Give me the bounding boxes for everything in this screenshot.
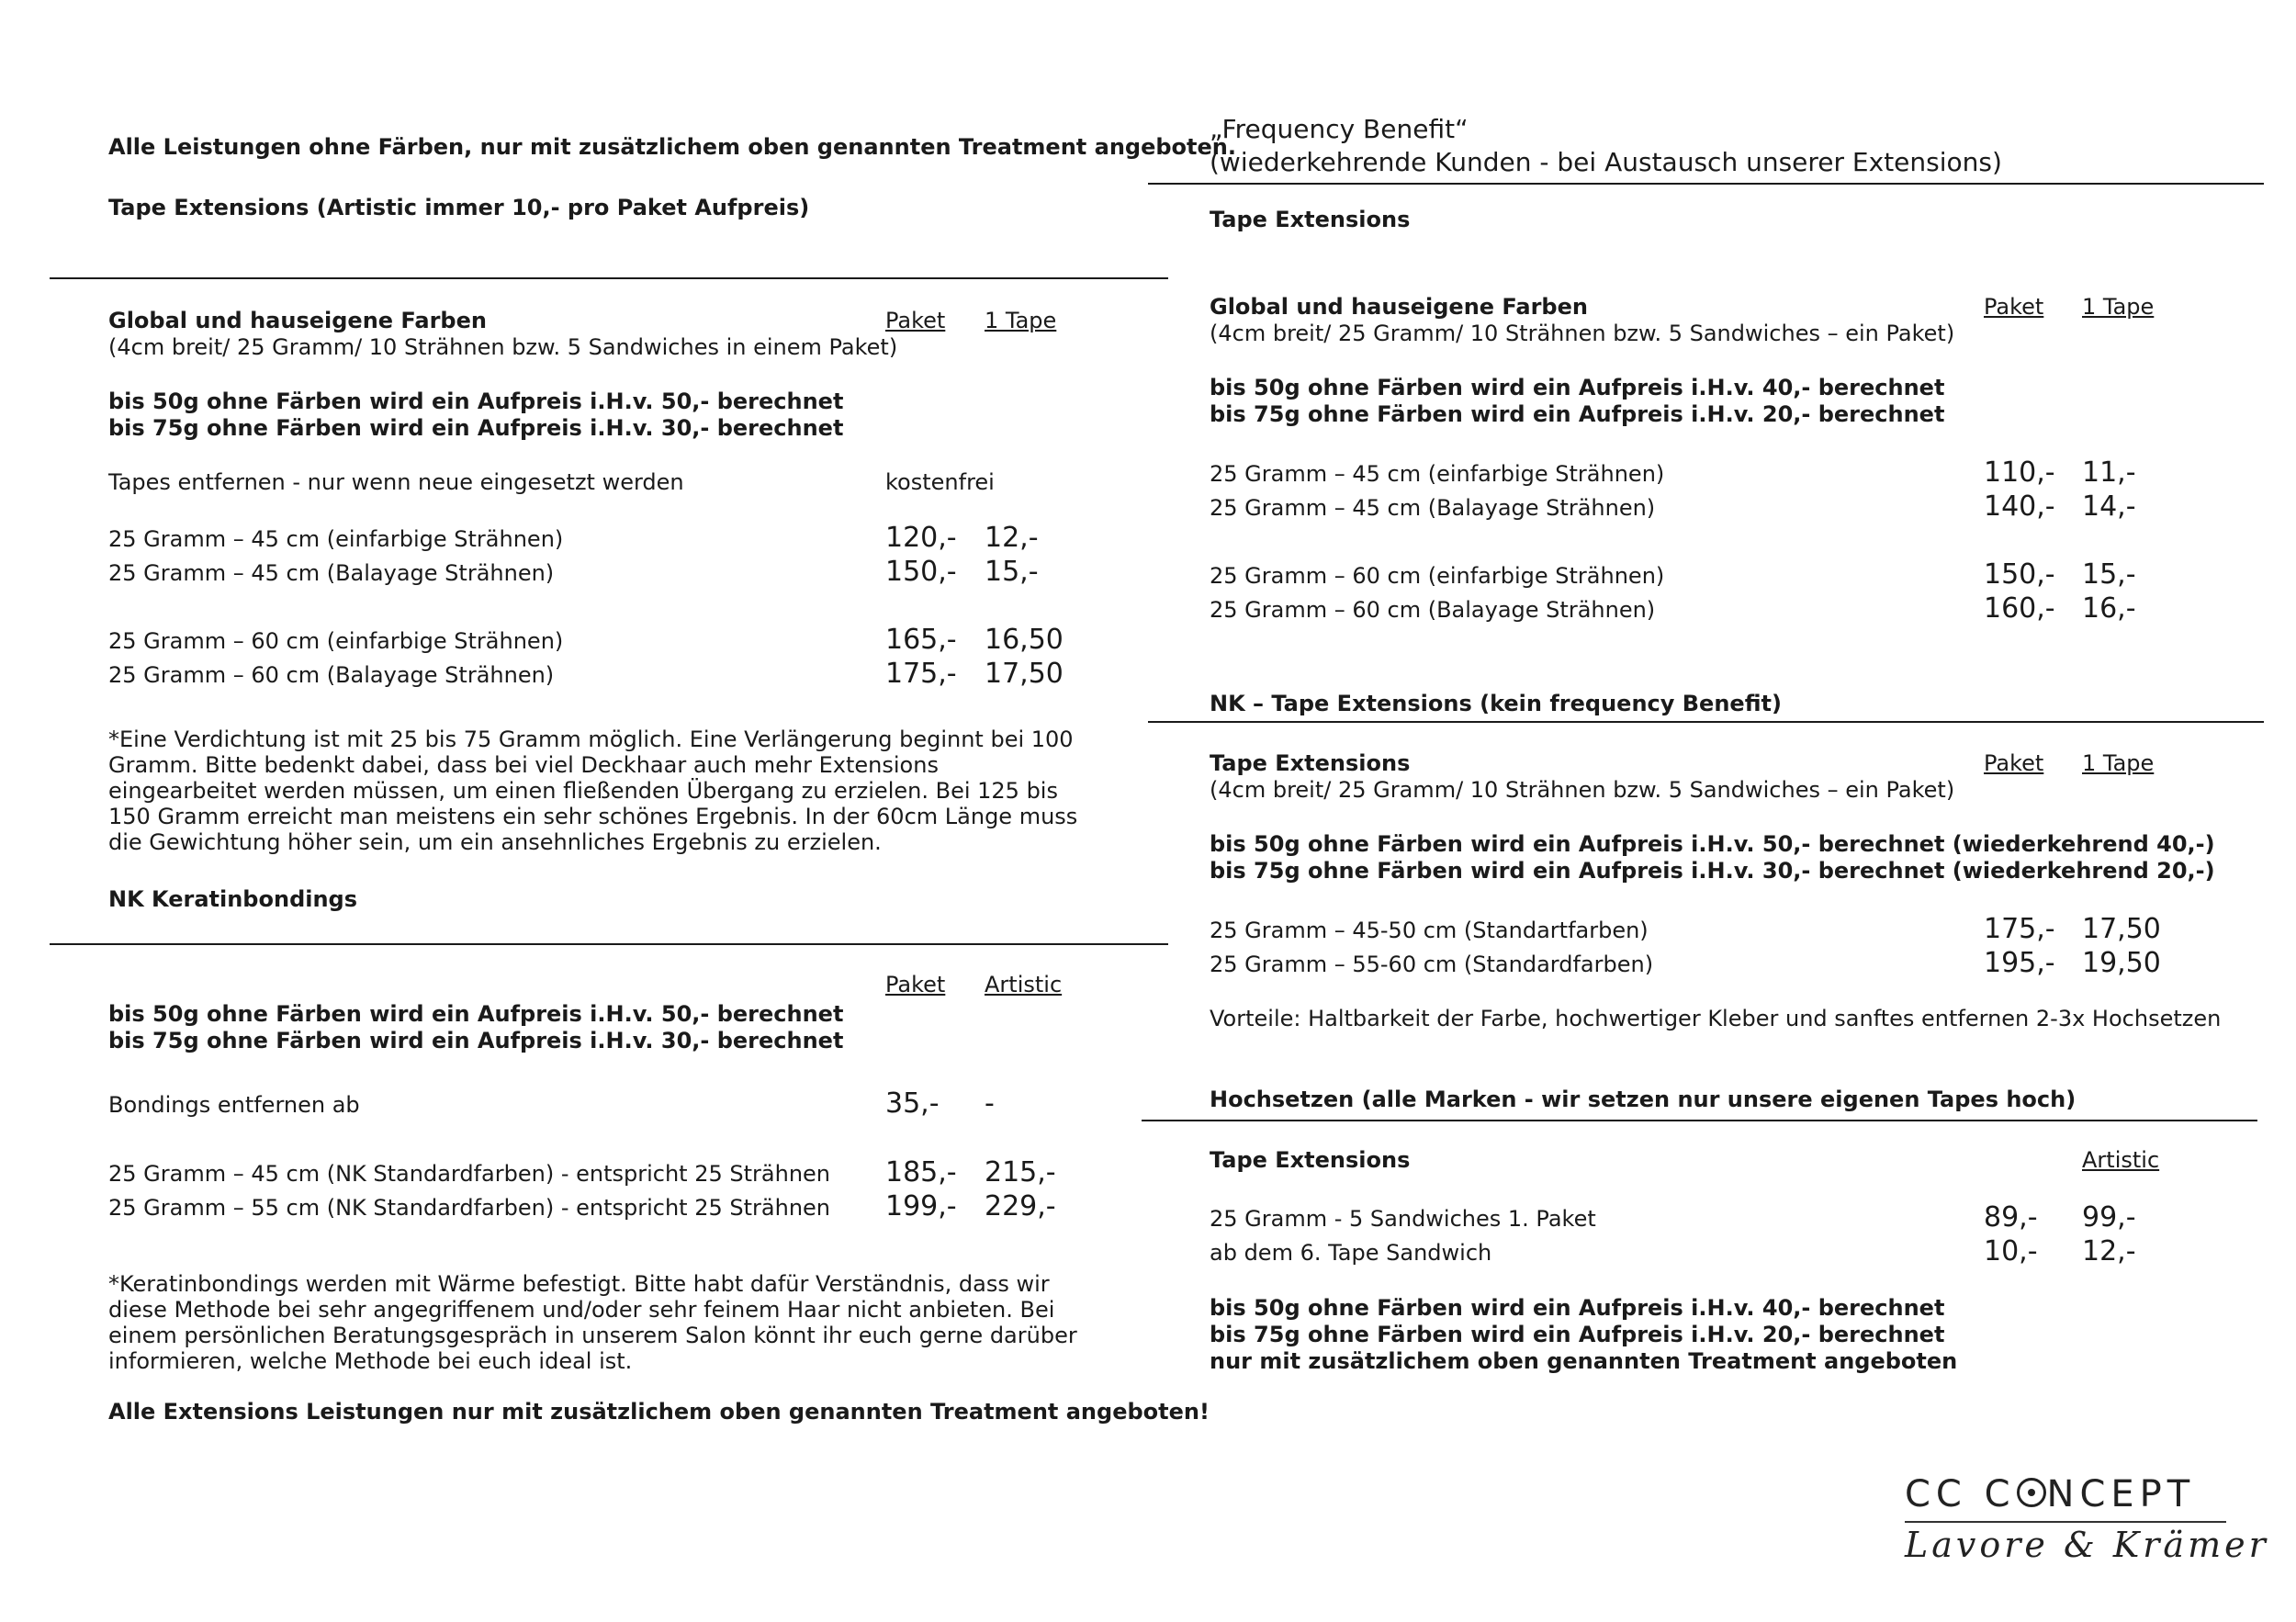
price-label: 25 Gramm – 60 cm (Balayage Strähnen) [108, 662, 555, 688]
divider [1142, 1120, 2257, 1121]
extensions-footer: Alle Extensions Leistungen nur mit zusätzlichem oben genannten Treatment angeboten! [108, 1399, 1210, 1425]
logo-text: CC C [1905, 1473, 2016, 1515]
tape-block-subtitle: (4cm breit/ 25 Gramm/ 10 Strähnen bzw. 5 Sandwiches – ein Paket) [1210, 321, 1955, 346]
tape-block-title: Global und hauseigene Farben [1210, 294, 1588, 320]
nk-block-title: Tape Extensions [1210, 750, 1411, 776]
tape-section-title: Tape Extensions (Artistic immer 10,- pro Paket Aufpreis) [108, 195, 810, 220]
intro-text: Alle Leistungen ohne Färben, nur mit zusätzlichem oben genannten Treatment angeboten. [108, 134, 1236, 160]
divider [50, 943, 1168, 945]
price-paket: 10,- [1984, 1235, 2038, 1267]
price-tape: 14,- [2082, 490, 2136, 523]
hochsetzen-block-title: Tape Extensions [1210, 1147, 1411, 1173]
price-artistic: 99,- [2082, 1201, 2136, 1233]
col-header-paket: Paket [1984, 294, 2044, 320]
price-paket: 175,- [885, 658, 957, 690]
surcharge-line: bis 50g ohne Färben wird ein Aufpreis i.H.v. 50,- berechnet [108, 1001, 844, 1027]
remove-label: Tapes entfernen - nur wenn neue eingesetzt werden [108, 469, 684, 495]
col-header-tape: 1 Tape [2082, 294, 2155, 320]
nk-section-title: NK – Tape Extensions (kein frequency Benefit) [1210, 691, 1782, 716]
logo-circle-icon [2017, 1478, 2046, 1507]
divider [1148, 721, 2264, 723]
price-tape: 17,50 [985, 658, 1064, 690]
tape-block-subtitle: (4cm breit/ 25 Gramm/ 10 Strähnen bzw. 5 Sandwiches in einem Paket) [108, 334, 898, 360]
divider [50, 277, 1168, 279]
price-label: 25 Gramm – 60 cm (einfarbige Strähnen) [108, 628, 564, 654]
price-artistic: 215,- [985, 1156, 1056, 1188]
price-paket: 175,- [1984, 913, 2055, 945]
price-tape: 12,- [985, 522, 1039, 554]
price-label: 25 Gramm – 60 cm (Balayage Strähnen) [1210, 597, 1656, 623]
price-label: 25 Gramm – 55-60 cm (Standardfarben) [1210, 952, 1654, 977]
price-label: 25 Gramm - 5 Sandwiches 1. Paket [1210, 1206, 1596, 1232]
price-paket: 150,- [885, 556, 957, 588]
price-paket: 110,- [1984, 456, 2055, 489]
logo-wordmark [1905, 1473, 2195, 1515]
logo-text: NCEPT [2046, 1473, 2196, 1515]
price-paket: 120,- [885, 522, 957, 554]
price-label: 25 Gramm – 55 cm (NK Standardfarben) - entspricht 25 Strähnen [108, 1195, 830, 1221]
nk-block-subtitle: (4cm breit/ 25 Gramm/ 10 Strähnen bzw. 5 Sandwiches – ein Paket) [1210, 777, 1955, 803]
logo-divider [1905, 1521, 2226, 1523]
keratin-section-title: NK Keratinbondings [108, 886, 358, 912]
price-label: 25 Gramm – 45 cm (Balayage Strähnen) [1210, 495, 1656, 521]
keratin-note: *Keratinbondings werden mit Wärme befestigt. Bitte habt dafür Verständnis, dass wir diese Methode bei sehr angegriffenem und/oder sehr feinem Haar nicht anbieten. Bei einem persönlichen Beratungsgespräch in unserem Salon könnt ihr euch gerne darüber informieren, welche Methode bei euch ideal ist. [108, 1271, 1077, 1374]
surcharge-line: bis 75g ohne Färben wird ein Aufpreis i.H.v. 30,- berechnet [108, 1028, 844, 1053]
price-label: Bondings entfernen ab [108, 1092, 360, 1118]
price-label: 25 Gramm – 45 cm (einfarbige Strähnen) [108, 526, 564, 552]
price-tape: 16,- [2082, 592, 2136, 625]
col-header-artistic: Artistic [985, 972, 1063, 997]
price-paket: 89,- [1984, 1201, 2038, 1233]
col-header-paket: Paket [885, 308, 946, 333]
surcharge-line: nur mit zusätzlichem oben genannten Treatment angeboten [1210, 1348, 1958, 1374]
price-label: 25 Gramm – 45 cm (einfarbige Strähnen) [1210, 461, 1665, 487]
logo-script: Lavore & Krämer [1905, 1525, 2269, 1565]
price-label: ab dem 6. Tape Sandwich [1210, 1240, 1492, 1266]
surcharge-line: bis 50g ohne Färben wird ein Aufpreis i.H.v. 40,- berechnet [1210, 375, 1945, 400]
col-header-tape: 1 Tape [2082, 750, 2155, 776]
tape-section-title: Tape Extensions [1210, 207, 1411, 232]
price-paket: 140,- [1984, 490, 2055, 523]
surcharge-line: bis 50g ohne Färben wird ein Aufpreis i.H.v. 40,- berechnet [1210, 1295, 1945, 1321]
surcharge-line: bis 50g ohne Färben wird ein Aufpreis i.H.v. 50,- berechnet (wiederkehrend 40,-) [1210, 831, 2215, 857]
price-label: 25 Gramm – 45-50 cm (Standartfarben) [1210, 918, 1649, 943]
surcharge-line: bis 75g ohne Färben wird ein Aufpreis i.H.v. 20,- berechnet [1210, 1322, 1945, 1347]
tape-note: *Eine Verdichtung ist mit 25 bis 75 Gramm möglich. Eine Verlängerung beginnt bei 100 Gramm. Bitte bedenkt dabei, dass bei viel Deckhaar auch mehr Extensions eingearbeitet werden müssen, um einen fließenden Übergang zu erzielen. Bei 125 bis 150 Gramm erreicht man meistens ein sehr schönes Ergebnis. In der 60cm Länge muss die Gewichtung höher sein, um ein ansehnliches Ergebnis zu erzielen. [108, 727, 1078, 855]
price-paket: 35,- [885, 1087, 940, 1120]
price-artistic: 12,- [2082, 1235, 2136, 1267]
col-header-tape: 1 Tape [985, 308, 1057, 333]
divider [1148, 183, 2264, 185]
price-paket: 165,- [885, 624, 957, 656]
hochsetzen-section-title: Hochsetzen (alle Marken - wir setzen nur unsere eigenen Tapes hoch) [1210, 1087, 2077, 1112]
price-tape: 11,- [2082, 456, 2136, 489]
frequency-subheader: (wiederkehrende Kunden - bei Austausch unserer Extensions) [1210, 147, 2002, 177]
price-tape: 19,50 [2082, 947, 2161, 979]
col-header-artistic: Artistic [2082, 1147, 2160, 1173]
price-paket: 150,- [1984, 558, 2055, 591]
price-label: 25 Gramm – 45 cm (NK Standardfarben) - entspricht 25 Strähnen [108, 1161, 830, 1187]
col-header-paket: Paket [1984, 750, 2044, 776]
price-paket: 195,- [1984, 947, 2055, 979]
price-tape: 15,- [985, 556, 1039, 588]
nk-advantages: Vorteile: Haltbarkeit der Farbe, hochwertiger Kleber und sanftes entfernen 2-3x Hochsetzen [1210, 1006, 2222, 1031]
price-label: 25 Gramm – 60 cm (einfarbige Strähnen) [1210, 563, 1665, 589]
price-artistic: 229,- [985, 1190, 1056, 1222]
price-paket: 199,- [885, 1190, 957, 1222]
price-tape: 17,50 [2082, 913, 2161, 945]
price-paket: 185,- [885, 1156, 957, 1188]
price-label: 25 Gramm – 45 cm (Balayage Strähnen) [108, 560, 555, 586]
surcharge-line: bis 75g ohne Färben wird ein Aufpreis i.H.v. 20,- berechnet [1210, 401, 1945, 427]
price-artistic: - [985, 1087, 995, 1120]
surcharge-line: bis 75g ohne Färben wird ein Aufpreis i.H.v. 30,- berechnet [108, 415, 844, 441]
frequency-header: „Frequency Benefit“ [1210, 114, 1469, 144]
price-paket: 160,- [1984, 592, 2055, 625]
surcharge-line: bis 75g ohne Färben wird ein Aufpreis i.H.v. 30,- berechnet (wiederkehrend 20,-) [1210, 858, 2215, 884]
col-header-paket: Paket [885, 972, 946, 997]
surcharge-line: bis 50g ohne Färben wird ein Aufpreis i.H.v. 50,- berechnet [108, 389, 844, 414]
price-tape: 15,- [2082, 558, 2136, 591]
tape-block-title: Global und hauseigene Farben [108, 308, 487, 333]
price-tape: 16,50 [985, 624, 1064, 656]
remove-price: kostenfrei [885, 469, 995, 495]
